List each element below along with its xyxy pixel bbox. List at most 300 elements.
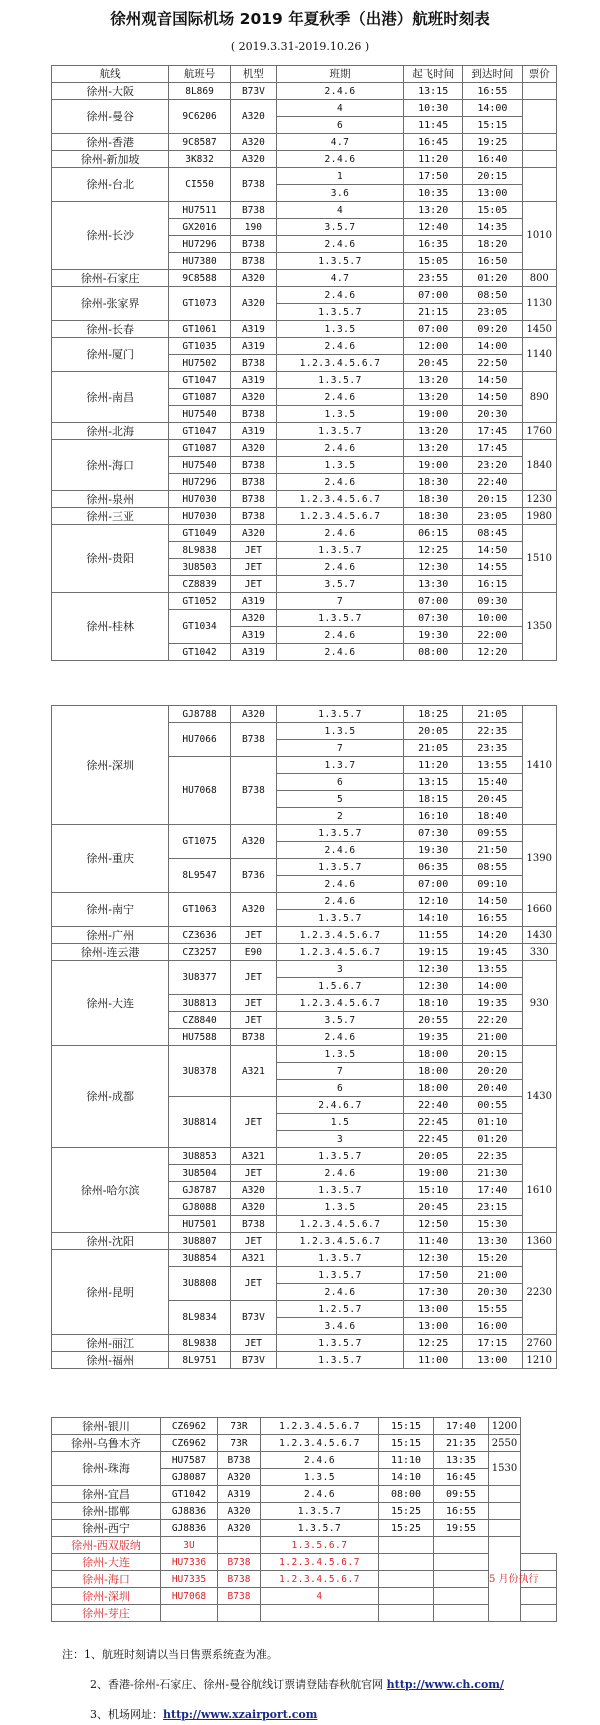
cell-arrival: 14:50 bbox=[463, 389, 522, 406]
cell-flight: HU7587 bbox=[161, 1452, 218, 1469]
cell-departure: 14:10 bbox=[404, 910, 463, 927]
cell-aircraft: B738 bbox=[218, 1571, 261, 1588]
page-title: 徐州观音国际机场 2019 年夏秋季（出港）航班时刻表 bbox=[110, 10, 490, 28]
cell-departure: 12:40 bbox=[404, 219, 463, 236]
table-row bbox=[52, 1503, 557, 1520]
cell-arrival: 14:55 bbox=[463, 559, 522, 576]
cell-departure: 21:05 bbox=[404, 740, 463, 757]
cell-days: 1.3.5.7 bbox=[277, 542, 404, 559]
cell-arrival: 15:40 bbox=[463, 774, 522, 791]
cell-departure: 22:45 bbox=[404, 1131, 463, 1148]
note-3-text: 3、机场网址： bbox=[90, 1708, 163, 1721]
cell-fare: 1430 bbox=[522, 1046, 556, 1148]
cell-arrival bbox=[434, 1571, 489, 1588]
cell-route: 徐州-银川 bbox=[52, 1418, 161, 1435]
cell-days: 6 bbox=[277, 1080, 404, 1097]
cell-flight: HU7380 bbox=[169, 253, 230, 270]
cell-departure: 12:30 bbox=[404, 559, 463, 576]
cell-flight: HU7501 bbox=[169, 1216, 230, 1233]
cell-days: 2.4.6 bbox=[277, 389, 404, 406]
cell-days: 1.2.3.4.5.6.7 bbox=[277, 355, 404, 372]
cell-flight: GT1047 bbox=[169, 372, 230, 389]
cell-days: 1.3.5 bbox=[277, 406, 404, 423]
cell-departure: 07:00 bbox=[404, 287, 463, 304]
cell-fare: 800 bbox=[522, 270, 556, 287]
cell-flight: GT1075 bbox=[169, 825, 230, 859]
cell-aircraft: A320 bbox=[218, 1520, 261, 1537]
cell-flight: HU7588 bbox=[169, 1029, 230, 1046]
cell-days: 4.7 bbox=[277, 270, 404, 287]
cell-flight: 8L9834 bbox=[169, 1301, 230, 1335]
cell-arrival: 14:50 bbox=[463, 542, 522, 559]
table-row bbox=[52, 1046, 557, 1063]
cell-aircraft: 190 bbox=[230, 219, 276, 236]
cell-flight: GT1063 bbox=[169, 893, 230, 927]
cell-days: 1.5.6.7 bbox=[277, 978, 404, 995]
cell-flight: GT1073 bbox=[169, 287, 230, 321]
cell-days: 3.6 bbox=[277, 185, 404, 202]
cell-departure: 13:15 bbox=[404, 83, 463, 100]
table-row bbox=[52, 287, 557, 304]
cell-arrival: 14:00 bbox=[463, 338, 522, 355]
cell-route: 徐州-深圳 bbox=[52, 706, 169, 825]
cell-fare: 890 bbox=[522, 372, 556, 423]
cell-fare bbox=[489, 1486, 521, 1503]
cell-fare: 330 bbox=[522, 944, 556, 961]
cell-route: 徐州-南宁 bbox=[52, 893, 169, 927]
cell-days: 1.3.5.7 bbox=[277, 825, 404, 842]
cell-arrival: 16:55 bbox=[463, 910, 522, 927]
cell-aircraft: JET bbox=[230, 927, 276, 944]
cell-departure: 06:15 bbox=[404, 525, 463, 542]
table-row bbox=[52, 372, 557, 389]
cell-route: 徐州-厦门 bbox=[52, 338, 169, 372]
cell-route: 徐州-海口 bbox=[52, 1571, 161, 1588]
airport-link[interactable]: http://www.xzairport.com bbox=[163, 1708, 318, 1721]
cell-days: 1.3.5.7 bbox=[277, 1250, 404, 1267]
cell-route: 徐州-南昌 bbox=[52, 372, 169, 423]
cell-flight: GT1087 bbox=[169, 389, 230, 406]
cell-arrival: 16:15 bbox=[463, 576, 522, 593]
cell-days: 2.4.6 bbox=[261, 1486, 379, 1503]
cell-departure: 18:00 bbox=[404, 1080, 463, 1097]
cell-flight: GJ8836 bbox=[161, 1503, 218, 1520]
cell-days: 2.4.6 bbox=[277, 83, 404, 100]
cell-flight: HU7296 bbox=[169, 236, 230, 253]
cell-arrival: 01:20 bbox=[463, 1131, 522, 1148]
cell-flight: 3U8377 bbox=[169, 961, 230, 995]
cell-fare: 1360 bbox=[522, 1233, 556, 1250]
cell-days: 2.4.6.7 bbox=[277, 1097, 404, 1114]
cell-route: 徐州-连云港 bbox=[52, 944, 169, 961]
cell-departure: 13:20 bbox=[404, 423, 463, 440]
cell-departure: 18:00 bbox=[404, 1063, 463, 1080]
cell-departure: 12:10 bbox=[404, 893, 463, 910]
cell-departure: 07:30 bbox=[404, 825, 463, 842]
cell-flight: GJ8788 bbox=[169, 706, 230, 723]
table-row bbox=[52, 893, 557, 910]
cell-departure: 18:30 bbox=[404, 474, 463, 491]
cell-aircraft: B738 bbox=[230, 723, 276, 757]
table-row bbox=[52, 270, 557, 287]
cell-days: 1.2.3.4.5.6.7 bbox=[277, 944, 404, 961]
header-days: 班期 bbox=[277, 66, 404, 83]
cell-arrival: 16:55 bbox=[434, 1503, 489, 1520]
cell-flight: CZ6962 bbox=[161, 1435, 218, 1452]
cell-arrival: 21:00 bbox=[463, 1029, 522, 1046]
cell-arrival: 17:15 bbox=[463, 1335, 522, 1352]
cell-aircraft: B738 bbox=[230, 253, 276, 270]
cell-days: 2.4.6 bbox=[277, 151, 404, 168]
cell-aircraft: B738 bbox=[230, 457, 276, 474]
cell-aircraft: JET bbox=[230, 1165, 276, 1182]
cell-days: 1.3.5.7 bbox=[277, 910, 404, 927]
cell-aircraft: A320 bbox=[230, 287, 276, 321]
cell-aircraft: JET bbox=[230, 995, 276, 1012]
cell-departure: 16:10 bbox=[404, 808, 463, 825]
cell-departure: 19:00 bbox=[404, 1165, 463, 1182]
cell-flight: 3U8807 bbox=[169, 1233, 230, 1250]
cell-departure: 10:30 bbox=[404, 100, 463, 117]
cell-flight: HU7066 bbox=[169, 723, 230, 757]
cell-departure: 22:45 bbox=[404, 1114, 463, 1131]
cell-arrival: 13:00 bbox=[463, 1352, 522, 1369]
note-3 bbox=[90, 1706, 317, 1722]
cell-departure: 12:25 bbox=[404, 542, 463, 559]
cell-route: 徐州-长春 bbox=[52, 321, 169, 338]
cell-departure: 06:35 bbox=[404, 859, 463, 876]
cell-route: 徐州-长沙 bbox=[52, 202, 169, 270]
cell-route: 徐州-大阪 bbox=[52, 83, 169, 100]
cell-days: 1.5 bbox=[277, 1114, 404, 1131]
cell-flight: HU7068 bbox=[161, 1588, 218, 1605]
table-row bbox=[52, 1537, 557, 1554]
cell-aircraft: A320 bbox=[230, 610, 276, 627]
cell-route: 徐州-香港 bbox=[52, 134, 169, 151]
note-1 bbox=[62, 1646, 278, 1662]
cell-arrival: 20:45 bbox=[463, 791, 522, 808]
table-row bbox=[52, 961, 557, 978]
cell-arrival: 09:20 bbox=[463, 321, 522, 338]
cell-aircraft: A320 bbox=[230, 1199, 276, 1216]
cell-flight: GJ8088 bbox=[169, 1199, 230, 1216]
cell-departure bbox=[379, 1537, 434, 1554]
cell-aircraft: A319 bbox=[218, 1486, 261, 1503]
cell-departure: 15:05 bbox=[404, 253, 463, 270]
cell-aircraft: B738 bbox=[218, 1588, 261, 1605]
cell-fare: 930 bbox=[522, 961, 556, 1046]
cell-departure: 16:35 bbox=[404, 236, 463, 253]
cell-days: 3.4.6 bbox=[277, 1318, 404, 1335]
cell-route: 徐州-曼谷 bbox=[52, 100, 169, 134]
cell-aircraft: A320 bbox=[230, 706, 276, 723]
cell-undefined bbox=[521, 1554, 557, 1571]
cell-route: 徐州-贵阳 bbox=[52, 525, 169, 593]
cell-flight: HU7030 bbox=[169, 508, 230, 525]
cell-arrival: 19:35 bbox=[463, 995, 522, 1012]
cell-flight: 3U8378 bbox=[169, 1046, 230, 1097]
cell-arrival: 13:55 bbox=[463, 961, 522, 978]
cell-aircraft: A320 bbox=[230, 270, 276, 287]
cell-arrival: 09:55 bbox=[463, 825, 522, 842]
cell-days: 2.4.6 bbox=[277, 842, 404, 859]
cell-arrival: 17:40 bbox=[434, 1418, 489, 1435]
cell-aircraft: A320 bbox=[230, 440, 276, 457]
table-row bbox=[52, 1605, 557, 1622]
cell-departure: 15:25 bbox=[379, 1503, 434, 1520]
note-2 bbox=[90, 1676, 504, 1692]
note-2-text: 2、香港-徐州-石家庄、徐州-曼谷航线订票请登陆春秋航官网 bbox=[90, 1678, 387, 1691]
cell-aircraft: A319 bbox=[230, 338, 276, 355]
cell-days: 7 bbox=[277, 740, 404, 757]
cell-departure: 18:30 bbox=[404, 491, 463, 508]
cell-departure: 07:00 bbox=[404, 321, 463, 338]
cell-departure: 18:00 bbox=[404, 1046, 463, 1063]
cell-departure: 19:00 bbox=[404, 457, 463, 474]
table-row bbox=[52, 168, 557, 185]
table-row bbox=[52, 706, 557, 723]
cell-days: 7 bbox=[277, 1063, 404, 1080]
cell-aircraft: B73V bbox=[230, 1352, 276, 1369]
cell-aircraft: A319 bbox=[230, 593, 276, 610]
cell-aircraft: B738 bbox=[230, 406, 276, 423]
cell-days: 2.4.6 bbox=[277, 627, 404, 644]
cell-departure: 13:15 bbox=[404, 774, 463, 791]
cell-flight: HU7540 bbox=[169, 457, 230, 474]
cell-days: 1.2.3.4.5.6.7 bbox=[261, 1554, 379, 1571]
cell-days: 2.4.6 bbox=[277, 338, 404, 355]
cell-aircraft: A321 bbox=[230, 1148, 276, 1165]
header-aircraft: 机型 bbox=[230, 66, 276, 83]
cell-days: 1.2.3.4.5.6.7 bbox=[277, 1216, 404, 1233]
cell-arrival: 20:15 bbox=[463, 168, 522, 185]
cell-arrival: 23:05 bbox=[463, 304, 522, 321]
cell-aircraft: A320 bbox=[230, 134, 276, 151]
cell-undefined bbox=[521, 1588, 557, 1605]
cell-days: 2.4.6 bbox=[277, 474, 404, 491]
cell-days: 2.4.6 bbox=[277, 1029, 404, 1046]
cell-departure: 15:25 bbox=[379, 1520, 434, 1537]
cell-days: 4 bbox=[261, 1588, 379, 1605]
cell-fare: 1530 bbox=[489, 1452, 521, 1486]
cell-flight: GT1042 bbox=[169, 644, 230, 661]
header-route: 航线 bbox=[52, 66, 169, 83]
cell-aircraft: B738 bbox=[230, 1029, 276, 1046]
cell-aircraft: JET bbox=[230, 1012, 276, 1029]
cell-days: 1.3.5 bbox=[277, 321, 404, 338]
cell-aircraft: JET bbox=[230, 1233, 276, 1250]
cell-departure: 20:45 bbox=[404, 1199, 463, 1216]
cell-route: 徐州-桂林 bbox=[52, 593, 169, 661]
cell-fare: 1390 bbox=[522, 825, 556, 893]
cell-route: 徐州-沈阳 bbox=[52, 1233, 169, 1250]
cell-days: 2.4.6 bbox=[261, 1452, 379, 1469]
cell-fare bbox=[522, 100, 556, 134]
schedule-table-3 bbox=[51, 1417, 557, 1622]
cell-aircraft: A320 bbox=[230, 893, 276, 927]
cell-arrival bbox=[434, 1588, 489, 1605]
table-row bbox=[52, 825, 557, 842]
cell-days: 1.3.5.7 bbox=[277, 1267, 404, 1284]
cell-days: 1.3.5.7 bbox=[277, 372, 404, 389]
chunqiu-link[interactable]: http://www.ch.com/ bbox=[386, 1678, 504, 1691]
cell-fare: 1350 bbox=[522, 593, 556, 661]
cell-days: 2.4.6 bbox=[277, 1284, 404, 1301]
table-row bbox=[52, 508, 557, 525]
cell-fare bbox=[522, 151, 556, 168]
cell-departure bbox=[379, 1571, 434, 1588]
cell-flight: GT1061 bbox=[169, 321, 230, 338]
cell-arrival bbox=[434, 1537, 489, 1554]
cell-departure: 14:10 bbox=[379, 1469, 434, 1486]
cell-flight: 3K832 bbox=[169, 151, 230, 168]
cell-arrival: 18:20 bbox=[463, 236, 522, 253]
cell-departure: 19:35 bbox=[404, 1029, 463, 1046]
table-row bbox=[52, 491, 557, 508]
cell-departure: 11:40 bbox=[404, 1233, 463, 1250]
cell-days bbox=[261, 1605, 379, 1622]
table-row bbox=[52, 927, 557, 944]
cell-arrival: 21:50 bbox=[463, 842, 522, 859]
cell-departure: 08:00 bbox=[379, 1486, 434, 1503]
cell-aircraft: B738 bbox=[218, 1452, 261, 1469]
cell-flight: GT1052 bbox=[169, 593, 230, 610]
cell-aircraft: A319 bbox=[230, 372, 276, 389]
cell-flight: 9C6206 bbox=[169, 100, 230, 134]
cell-flight: GJ8087 bbox=[161, 1469, 218, 1486]
cell-flight: GJ8787 bbox=[169, 1182, 230, 1199]
cell-days: 1.3.5.7 bbox=[277, 859, 404, 876]
cell-departure: 20:05 bbox=[404, 1148, 463, 1165]
table-row bbox=[52, 1571, 557, 1588]
cell-arrival: 14:00 bbox=[463, 100, 522, 117]
cell-departure: 17:50 bbox=[404, 168, 463, 185]
cell-route: 徐州-三亚 bbox=[52, 508, 169, 525]
cell-departure: 11:45 bbox=[404, 117, 463, 134]
cell-days: 2.4.6 bbox=[277, 440, 404, 457]
cell-flight: HU7068 bbox=[169, 757, 230, 825]
cell-route: 徐州-芽庄 bbox=[52, 1605, 161, 1622]
cell-days: 2 bbox=[277, 808, 404, 825]
cell-days: 1.3.5 bbox=[277, 1046, 404, 1063]
cell-days: 1.3.5 bbox=[261, 1469, 379, 1486]
cell-aircraft: E90 bbox=[230, 944, 276, 961]
cell-arrival: 17:45 bbox=[463, 440, 522, 457]
cell-flight: GT1034 bbox=[169, 610, 230, 644]
cell-arrival bbox=[434, 1554, 489, 1571]
header-arrival: 到达时间 bbox=[463, 66, 522, 83]
cell-arrival: 08:55 bbox=[463, 859, 522, 876]
cell-days: 1.3.5.7 bbox=[277, 1352, 404, 1369]
cell-arrival: 15:55 bbox=[463, 1301, 522, 1318]
cell-flight: GX2016 bbox=[169, 219, 230, 236]
cell-days: 1.2.3.4.5.6.7 bbox=[277, 927, 404, 944]
note-1-text: 注：1、航班时刻请以当日售票系统查为准。 bbox=[62, 1648, 278, 1661]
cell-aircraft: B738 bbox=[230, 202, 276, 219]
cell-departure: 19:30 bbox=[404, 627, 463, 644]
table-row bbox=[52, 1520, 557, 1537]
cell-arrival bbox=[434, 1605, 489, 1622]
cell-fare: 2760 bbox=[522, 1335, 556, 1352]
cell-arrival: 01:10 bbox=[463, 1114, 522, 1131]
cell-aircraft: JET bbox=[230, 542, 276, 559]
cell-flight: HU7540 bbox=[169, 406, 230, 423]
cell-days: 3 bbox=[277, 1131, 404, 1148]
cell-aircraft: A320 bbox=[230, 1182, 276, 1199]
cell-fare: 1410 bbox=[522, 706, 556, 825]
cell-flight: 3U bbox=[161, 1537, 218, 1554]
cell-days: 1.3.5.6.7 bbox=[261, 1537, 379, 1554]
cell-departure: 11:00 bbox=[404, 1352, 463, 1369]
cell-aircraft: A321 bbox=[230, 1046, 276, 1097]
cell-arrival: 19:45 bbox=[463, 944, 522, 961]
cell-fare bbox=[522, 134, 556, 151]
table-row bbox=[52, 1418, 557, 1435]
cell-fare: 5 月份执行 bbox=[489, 1537, 521, 1622]
cell-aircraft: B73V bbox=[230, 83, 276, 100]
cell-arrival: 14:50 bbox=[463, 372, 522, 389]
cell-aircraft: A320 bbox=[218, 1503, 261, 1520]
cell-departure: 15:10 bbox=[404, 1182, 463, 1199]
cell-days: 1.3.5.7 bbox=[277, 253, 404, 270]
cell-fare: 1840 bbox=[522, 440, 556, 491]
cell-days: 3.5.7 bbox=[277, 1012, 404, 1029]
table-row bbox=[52, 1352, 557, 1369]
cell-flight: GT1087 bbox=[169, 440, 230, 457]
cell-flight: HU7502 bbox=[169, 355, 230, 372]
header-flight: 航班号 bbox=[169, 66, 230, 83]
cell-aircraft: A321 bbox=[230, 1250, 276, 1267]
cell-departure: 07:00 bbox=[404, 876, 463, 893]
schedule-table-1 bbox=[51, 65, 557, 661]
cell-flight: 8L9838 bbox=[169, 1335, 230, 1352]
cell-aircraft: 73R bbox=[218, 1418, 261, 1435]
cell-arrival: 22:35 bbox=[463, 1148, 522, 1165]
cell-undefined bbox=[521, 1605, 557, 1622]
cell-arrival: 16:45 bbox=[434, 1469, 489, 1486]
cell-departure: 13:30 bbox=[404, 576, 463, 593]
cell-departure: 19:00 bbox=[404, 406, 463, 423]
cell-days: 2.4.6 bbox=[277, 893, 404, 910]
cell-departure: 07:00 bbox=[404, 593, 463, 610]
cell-fare: 2550 bbox=[489, 1435, 521, 1452]
cell-departure: 13:20 bbox=[404, 202, 463, 219]
cell-days: 1.3.5.7 bbox=[277, 1182, 404, 1199]
cell-arrival: 20:30 bbox=[463, 1284, 522, 1301]
cell-aircraft: B738 bbox=[218, 1554, 261, 1571]
cell-arrival: 09:30 bbox=[463, 593, 522, 610]
cell-departure: 18:15 bbox=[404, 791, 463, 808]
cell-flight: 3U8853 bbox=[169, 1148, 230, 1165]
cell-days: 1.2.3.4.5.6.7 bbox=[261, 1571, 379, 1588]
cell-arrival: 23:05 bbox=[463, 508, 522, 525]
cell-fare bbox=[489, 1520, 521, 1537]
cell-arrival: 20:40 bbox=[463, 1080, 522, 1097]
cell-flight: HU7030 bbox=[169, 491, 230, 508]
cell-route: 徐州-台北 bbox=[52, 168, 169, 202]
cell-arrival: 15:05 bbox=[463, 202, 522, 219]
cell-arrival: 17:40 bbox=[463, 1182, 522, 1199]
cell-departure: 11:55 bbox=[404, 927, 463, 944]
cell-departure: 20:55 bbox=[404, 1012, 463, 1029]
cell-departure: 10:35 bbox=[404, 185, 463, 202]
cell-days: 7 bbox=[277, 593, 404, 610]
cell-route: 徐州-张家界 bbox=[52, 287, 169, 321]
cell-arrival: 09:55 bbox=[434, 1486, 489, 1503]
cell-aircraft: B738 bbox=[230, 508, 276, 525]
cell-days: 4 bbox=[277, 100, 404, 117]
cell-aircraft: B738 bbox=[230, 491, 276, 508]
